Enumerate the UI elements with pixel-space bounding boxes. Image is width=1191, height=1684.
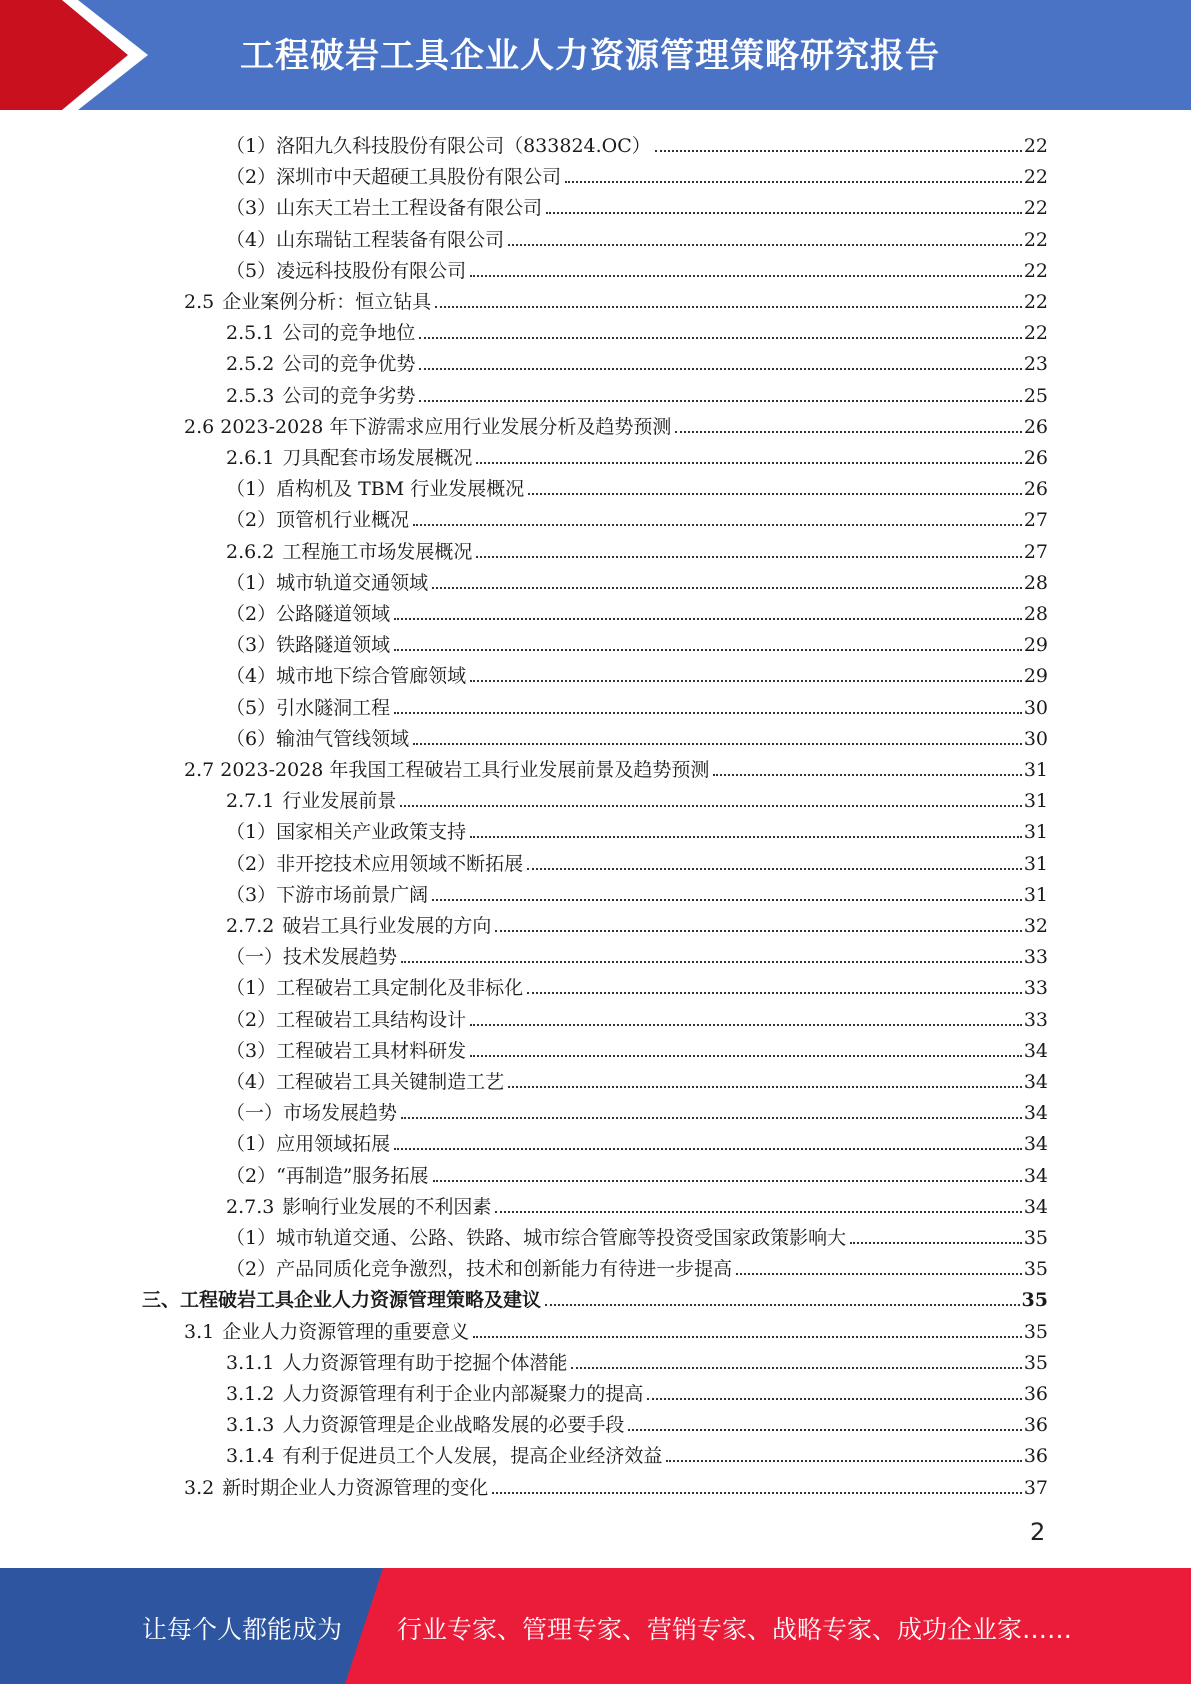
toc-entry-page: 36 — [1023, 1414, 1048, 1436]
toc-entry-label: （2）非开挖技术应用领域不断拓展 — [226, 853, 524, 875]
toc-dot-leader — [419, 400, 1021, 402]
toc-entry-label: （3）山东天工岩土工程设备有限公司 — [226, 197, 543, 219]
toc-entry-label: 人力资源管理有利于企业内部凝聚力的提高 — [282, 1383, 644, 1405]
toc-entry-page: 25 — [1023, 385, 1048, 407]
toc-dot-leader — [470, 1055, 1022, 1057]
toc-entry[interactable] — [226, 908, 1048, 939]
toc-entry-label: （1）城市轨道交通、公路、铁路、城市综合管廊等投资受国家政策影响大 — [226, 1227, 847, 1249]
toc-entry-page: 36 — [1023, 1445, 1048, 1467]
toc-entry-page: 31 — [1023, 821, 1048, 843]
toc-entry[interactable] — [226, 939, 1048, 970]
toc-entry-number: 3.2 — [184, 1477, 215, 1499]
toc-entry-label: （1）城市轨道交通领域 — [226, 572, 429, 594]
toc-dot-leader — [675, 431, 1021, 433]
toc-dot-leader — [419, 337, 1021, 339]
toc-entry[interactable] — [226, 159, 1048, 190]
toc-dot-leader — [655, 150, 1022, 152]
toc-entry-number: 2.6.2 — [226, 541, 275, 563]
toc-entry-page: 35 — [1023, 1258, 1048, 1280]
toc-entry-page: 36 — [1023, 1383, 1048, 1405]
toc-entry-page: 28 — [1023, 603, 1048, 625]
toc-entry[interactable] — [184, 409, 1048, 440]
toc-dot-leader — [492, 1492, 1022, 1494]
toc-entry-page: 26 — [1023, 416, 1048, 438]
toc-entry-label: （4）城市地下综合管廊领域 — [226, 665, 467, 687]
toc-entry[interactable] — [226, 1002, 1048, 1033]
toc-entry-label: （3）铁路隧道领域 — [226, 634, 391, 656]
toc-entry-page: 22 — [1023, 229, 1048, 251]
toc-dot-leader — [419, 368, 1021, 370]
toc-entry-label: （1）盾构机及 TBM 行业发展概况 — [226, 478, 525, 500]
toc-entry-label: （4）山东瑞钻工程装备有限公司 — [226, 229, 505, 251]
toc-dot-leader — [413, 743, 1022, 745]
toc-entry-label: （4）工程破岩工具关键制造工艺 — [226, 1071, 505, 1093]
footer-slogan-right: 行业专家、管理专家、营销专家、战略专家、成功企业家…… — [397, 1615, 1073, 1644]
footer-slogan-left: 让每个人都能成为 — [142, 1615, 343, 1644]
toc-entry-label: （3）下游市场前景广阔 — [226, 884, 429, 906]
toc-entry-page: 35 — [1021, 1289, 1048, 1311]
toc-entry-page: 33 — [1023, 977, 1048, 999]
toc-dot-leader — [432, 899, 1022, 901]
toc-entry-page: 31 — [1023, 759, 1048, 781]
toc-entry-label: （1）洛阳九久科技股份有限公司（833824.OC） — [226, 135, 651, 157]
toc-dot-leader — [473, 1336, 1022, 1338]
toc-entry[interactable] — [226, 378, 1048, 409]
toc-entry-page: 34 — [1023, 1071, 1048, 1093]
toc-entry[interactable] — [226, 315, 1048, 346]
toc-entry-page: 37 — [1023, 1477, 1048, 1499]
toc-entry[interactable] — [226, 1033, 1048, 1064]
toc-entry-number: 3.1.2 — [226, 1383, 275, 1405]
toc-entry-page: 26 — [1023, 447, 1048, 469]
toc-entry-label: （6）输油气管线领域 — [226, 728, 410, 750]
toc-entry-page: 22 — [1023, 166, 1048, 188]
toc-entry[interactable] — [184, 1470, 1048, 1501]
toc-entry-label: 企业案例分析：恒立钻具 — [222, 291, 432, 313]
toc-entry-label: 影响行业发展的不利因素 — [282, 1196, 492, 1218]
toc-entry-label: 刀具配套市场发展概况 — [282, 447, 473, 469]
toc-dot-leader — [435, 306, 1022, 308]
toc-entry-page: 31 — [1023, 884, 1048, 906]
toc-entry[interactable] — [226, 534, 1048, 565]
toc-entry[interactable] — [226, 814, 1048, 845]
toc-entry-label: 人力资源管理有助于挖掘个体潜能 — [282, 1352, 568, 1374]
toc-entry[interactable] — [226, 222, 1048, 253]
toc-entry-page: 34 — [1023, 1102, 1048, 1124]
toc-entry[interactable] — [226, 565, 1048, 596]
toc-entry-label: （2）工程破岩工具结构设计 — [226, 1009, 467, 1031]
toc-dot-leader — [495, 1211, 1021, 1213]
toc-dot-leader — [666, 1460, 1021, 1462]
header-arrow-decoration — [0, 0, 170, 110]
toc-dot-leader — [527, 868, 1022, 870]
toc-entry-label: （1）国家相关产业政策支持 — [226, 821, 467, 843]
toc-entry-label: （2）“再制造”服务拓展 — [226, 1165, 429, 1187]
toc-dot-leader — [413, 524, 1022, 526]
toc-entry[interactable] — [226, 1251, 1048, 1282]
toc-entry[interactable] — [226, 627, 1048, 658]
toc-entry-page: 34 — [1023, 1165, 1048, 1187]
toc-entry-number: 2.5.1 — [226, 322, 275, 344]
toc-dot-leader — [432, 587, 1022, 589]
toc-entry-page: 34 — [1023, 1133, 1048, 1155]
toc-dot-leader — [495, 930, 1021, 932]
toc-entry-page: 30 — [1023, 697, 1048, 719]
toc-entry-page: 29 — [1023, 665, 1048, 687]
toc-entry-label: （5）引水隧洞工程 — [226, 697, 391, 719]
toc-dot-leader — [394, 1148, 1022, 1150]
toc-dot-leader — [470, 836, 1022, 838]
toc-entry-label: 公司的竞争劣势 — [282, 385, 416, 407]
toc-entry[interactable] — [226, 658, 1048, 689]
toc-entry-number: 2.5.2 — [226, 353, 275, 375]
toc-entry-label: （2）公路隧道领域 — [226, 603, 391, 625]
toc-entry-label: 三、工程破岩工具企业人力资源管理策略及建议 — [142, 1289, 542, 1311]
toc-entry-label: 2.6 2023-2028 年下游需求应用行业发展分析及趋势预测 — [184, 416, 672, 438]
toc-entry[interactable] — [226, 721, 1048, 752]
toc-dot-leader — [394, 618, 1022, 620]
toc-entry-page: 34 — [1023, 1040, 1048, 1062]
toc-entry[interactable] — [226, 596, 1048, 627]
toc-entry[interactable] — [226, 471, 1048, 502]
toc-entry-number: 3.1.4 — [226, 1445, 275, 1467]
toc-entry-label: （2）深圳市中天超硬工具股份有限公司 — [226, 166, 562, 188]
toc-entry-label: 行业发展前景 — [282, 790, 397, 812]
toc-entry-page: 22 — [1023, 260, 1048, 282]
toc-entry-number: 2.7.1 — [226, 790, 275, 812]
toc-entry[interactable] — [184, 1314, 1048, 1345]
toc-entry[interactable] — [226, 128, 1048, 159]
toc-entry-page: 27 — [1023, 509, 1048, 531]
toc-entry-number: 2.7.3 — [226, 1196, 275, 1218]
toc-entry[interactable] — [226, 1158, 1048, 1189]
toc-dot-leader — [571, 1367, 1021, 1369]
toc-entry-label: 企业人力资源管理的重要意义 — [222, 1321, 470, 1343]
toc-entry[interactable] — [184, 752, 1048, 783]
page-header — [0, 0, 1191, 110]
toc-entry-page: 35 — [1023, 1352, 1048, 1374]
toc-entry-page: 22 — [1023, 291, 1048, 313]
toc-entry-label: 工程施工市场发展概况 — [282, 541, 473, 563]
toc-dot-leader — [647, 1398, 1021, 1400]
toc-dot-leader — [736, 1273, 1022, 1275]
toc-entry[interactable] — [226, 1220, 1048, 1251]
page-number: 2 — [1030, 1518, 1046, 1546]
toc-entry-label: 公司的竞争优势 — [282, 353, 416, 375]
toc-dot-leader — [476, 556, 1021, 558]
toc-entry[interactable] — [226, 346, 1048, 377]
toc-entry[interactable] — [226, 1345, 1048, 1376]
toc-entry[interactable] — [226, 253, 1048, 284]
toc-dot-leader — [850, 1242, 1022, 1244]
toc-entry-label: （一）市场发展趋势 — [226, 1102, 398, 1124]
toc-entry-page: 31 — [1023, 853, 1048, 875]
toc-entry[interactable] — [226, 1064, 1048, 1095]
toc-dot-leader — [476, 462, 1021, 464]
toc-entry[interactable] — [226, 846, 1048, 877]
toc-dot-leader — [401, 961, 1022, 963]
toc-entry-page: 35 — [1023, 1321, 1048, 1343]
toc-entry[interactable] — [226, 690, 1048, 721]
report-title: 工程破岩工具企业人力资源管理策略研究报告 — [240, 36, 940, 76]
toc-entry-label: （1）工程破岩工具定制化及非标化 — [226, 977, 524, 999]
toc-dot-leader — [470, 1024, 1022, 1026]
toc-dot-leader — [527, 992, 1022, 994]
toc-entry-number: 2.5.3 — [226, 385, 275, 407]
toc-entry[interactable] — [226, 1376, 1048, 1407]
toc-dot-leader — [546, 212, 1022, 214]
toc-entry[interactable] — [226, 502, 1048, 533]
toc-entry-number: 2.6.1 — [226, 447, 275, 469]
toc-entry-page: 34 — [1023, 1196, 1048, 1218]
toc-entry-label: 破岩工具行业发展的方向 — [282, 915, 492, 937]
toc-dot-leader — [394, 649, 1022, 651]
toc-entry-label: 公司的竞争地位 — [282, 322, 416, 344]
toc-entry-page: 33 — [1023, 946, 1048, 968]
page-footer — [0, 1568, 1191, 1684]
toc-dot-leader — [401, 1117, 1022, 1119]
toc-entry-label: （1）应用领域拓展 — [226, 1133, 391, 1155]
toc-entry-number: 3.1.3 — [226, 1414, 275, 1436]
toc-entry[interactable] — [226, 190, 1048, 221]
toc-entry-page: 30 — [1023, 728, 1048, 750]
toc-entry-number: 2.7.2 — [226, 915, 275, 937]
toc-entry-label: 有利于促进员工个人发展，提高企业经济效益 — [282, 1445, 663, 1467]
toc-entry-page: 22 — [1023, 135, 1048, 157]
toc-entry-page: 23 — [1023, 353, 1048, 375]
toc-dot-leader — [565, 181, 1022, 183]
toc-dot-leader — [713, 774, 1021, 776]
toc-entry-label: 2.7 2023-2028 年我国工程破岩工具行业发展前景及趋势预测 — [184, 759, 710, 781]
toc-entry-page: 35 — [1023, 1227, 1048, 1249]
toc-dot-leader — [470, 680, 1022, 682]
toc-dot-leader — [545, 1304, 1020, 1306]
toc-dot-leader — [433, 1180, 1022, 1182]
toc-entry-label: （5）凌远科技股份有限公司 — [226, 260, 467, 282]
toc-dot-leader — [508, 244, 1022, 246]
toc-entry-number: 3.1 — [184, 1321, 215, 1343]
toc-entry[interactable] — [226, 783, 1048, 814]
toc-entry-page: 32 — [1023, 915, 1048, 937]
toc-entry[interactable] — [226, 877, 1048, 908]
toc-entry-label: 新时期企业人力资源管理的变化 — [222, 1477, 489, 1499]
toc-entry-label: （3）工程破岩工具材料研发 — [226, 1040, 467, 1062]
toc-dot-leader — [528, 493, 1022, 495]
toc-entry[interactable] — [142, 1282, 1048, 1313]
toc-entry-number: 3.1.1 — [226, 1352, 275, 1374]
toc-entry-label: （2）产品同质化竞争激烈，技术和创新能力有待进一步提高 — [226, 1258, 733, 1280]
toc-entry-page: 22 — [1023, 197, 1048, 219]
toc-entry-number: 2.5 — [184, 291, 215, 313]
toc-dot-leader — [470, 275, 1022, 277]
toc-entry-page: 22 — [1023, 322, 1048, 344]
toc-entry-page: 27 — [1023, 541, 1048, 563]
toc-entry-page: 26 — [1023, 478, 1048, 500]
toc-entry-page: 28 — [1023, 572, 1048, 594]
toc-entry[interactable] — [184, 284, 1048, 315]
toc-entry-page: 31 — [1023, 790, 1048, 812]
toc-dot-leader — [628, 1429, 1021, 1431]
toc-entry[interactable] — [226, 1407, 1048, 1438]
toc-dot-leader — [394, 712, 1022, 714]
toc-entry-page: 29 — [1023, 634, 1048, 656]
toc-dot-leader — [508, 1086, 1022, 1088]
toc-entry-label: 人力资源管理是企业战略发展的必要手段 — [282, 1414, 625, 1436]
toc-entry[interactable] — [226, 1095, 1048, 1126]
toc-dot-leader — [400, 805, 1021, 807]
toc-entry-page: 33 — [1023, 1009, 1048, 1031]
toc-entry[interactable] — [226, 440, 1048, 471]
toc-entry[interactable] — [226, 1126, 1048, 1157]
toc-entry-label: （一）技术发展趋势 — [226, 946, 398, 968]
toc-entry-label: （2）顶管机行业概况 — [226, 509, 410, 531]
toc-entry[interactable] — [226, 1189, 1048, 1220]
toc-entry[interactable] — [226, 1438, 1048, 1469]
toc-entry[interactable] — [226, 970, 1048, 1001]
